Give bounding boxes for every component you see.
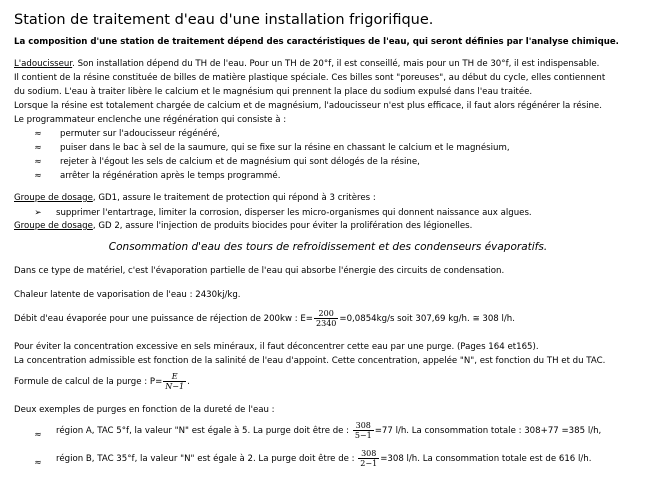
paragraph-evaporated-flow: Débit d'eau évaporée pour une puissance de réjection de 200kw : E= $\frac{200}{2340}$ =0,0854kg/s soit 307,69 kg/h. ≅ 308 l/h. [14,309,515,328]
gd1-criteria: supprimer l'entartrage, limiter la corrosion, disperser les micro-organismes qui donnent naissance aux algues. [56,208,532,218]
gd1-label: Groupe de dosage [14,193,93,203]
adoucisseur-line-3: du sodium. L'eau à traiter libère le calcium et le magnésium qui prennent la place du sodium expulsé dans l'eau traitée. [14,87,533,97]
gd1-line: Groupe de dosage, GD1, assure le traitement de protection qui répond à 3 critères : [14,193,376,203]
example-region-a: région A, TAC 5°f, la valeur "N" est égale à 5. La purge doit être de : $\frac{308}{5-1}$ =77 l/h. La consommation totale : 308+77 =385 l/h, [56,421,602,440]
paragraph-latent-heat: Chaleur latente de vaporisation de l'eau : 2430kj/kg. [14,290,241,300]
arrow-bullet-icon: ➢ [34,208,42,218]
adoucisseur-label: L'adoucisseur [14,59,73,69]
approx-bullet-icon: ≈ [34,157,42,167]
approx-bullet-icon: ≈ [34,171,42,181]
fraction: $\frac{E}{N-1}$ [165,372,185,391]
adoucisseur-line-2: Il contient de la résine constituée de billes de matière plastique spéciale. Ces billes sont "poreuses", au début du cycle, elles contiennent [14,73,606,83]
page-title: Station de traitement d'eau d'une installation frigorifique. [14,12,434,28]
adoucisseur-line-5: Le programmateur enclenche une régénération qui consiste à : [14,115,287,125]
fraction: $\frac{200}{2340}$ [316,309,337,328]
gd2-label: Groupe de dosage [14,221,93,231]
paragraph-purge: Pour éviter la concentration excessive en sels minéraux, il faut déconcentrer cette eau par une purge. (Pages 164 et165). [14,342,539,352]
fraction: $\frac{308}{5-1}$ [354,421,372,440]
regeneration-step: arrêter la régénération après le temps programmé. [60,171,281,181]
regeneration-step: permuter sur l'adoucisseur régénéré, [60,129,220,139]
paragraph-evaporation: Dans ce type de matériel, c'est l'évaporation partielle de l'eau qui absorbe l'énergie des circuits de condensation. [14,266,505,276]
gd2-line: Groupe de dosage, GD 2, assure l'injection de produits biocides pour éviter la prolifération des légionelles. [14,221,473,231]
paragraph-purge-formula: Formule de calcul de la purge : P= $\frac{E}{N-1}$ . [14,372,190,391]
approx-bullet-icon: ≈ [34,143,42,153]
adoucisseur-line-4: Lorsque la résine est totalement chargée de calcium et de magnésium, l'adoucisseur n'est plus efficace, il faut alors régénérer la résine. [14,101,602,111]
adoucisseur-line-1: L'adoucisseur. Son installation dépend du TH de l'eau. Pour un TH de 20°f, il est conseillé, mais pour un TH de 30°f, il est indispensable. [14,59,600,69]
section-subtitle: Consommation d'eau des tours de refroidissement et des condenseurs évaporatifs. [108,241,548,253]
paragraph-concentration: La concentration admissible est fonction de la salinité de l'eau d'appoint. Cette concentration, appelée "N", est fonction du TH et du TAC. [14,356,606,366]
example-region-b: région B, TAC 35°f, la valeur "N" est égale à 2. La purge doit être de : $\frac{308}{2-1}$ =308 l/h. La consommation totale est de 616 l/h. [56,449,592,468]
approx-bullet-icon: ≈ [34,129,42,139]
paragraph-examples-intro: Deux exemples de purges en fonction de la dureté de l'eau : [14,405,275,415]
fraction: $\frac{308}{2-1}$ [360,449,378,468]
approx-bullet-icon: ≈ [34,430,42,440]
intro-paragraph: La composition d'une station de traitement dépend des caractéristiques de l'eau, qui seront définies par l'analyse chimique. [14,37,619,47]
approx-bullet-icon: ≈ [34,458,42,468]
regeneration-step: puiser dans le bac à sel de la saumure, qui se fixe sur la résine en chassant le calcium et le magnésium, [60,143,510,153]
regeneration-step: rejeter à l'égout les sels de calcium et de magnésium qui sont délogés de la résine, [60,157,420,167]
